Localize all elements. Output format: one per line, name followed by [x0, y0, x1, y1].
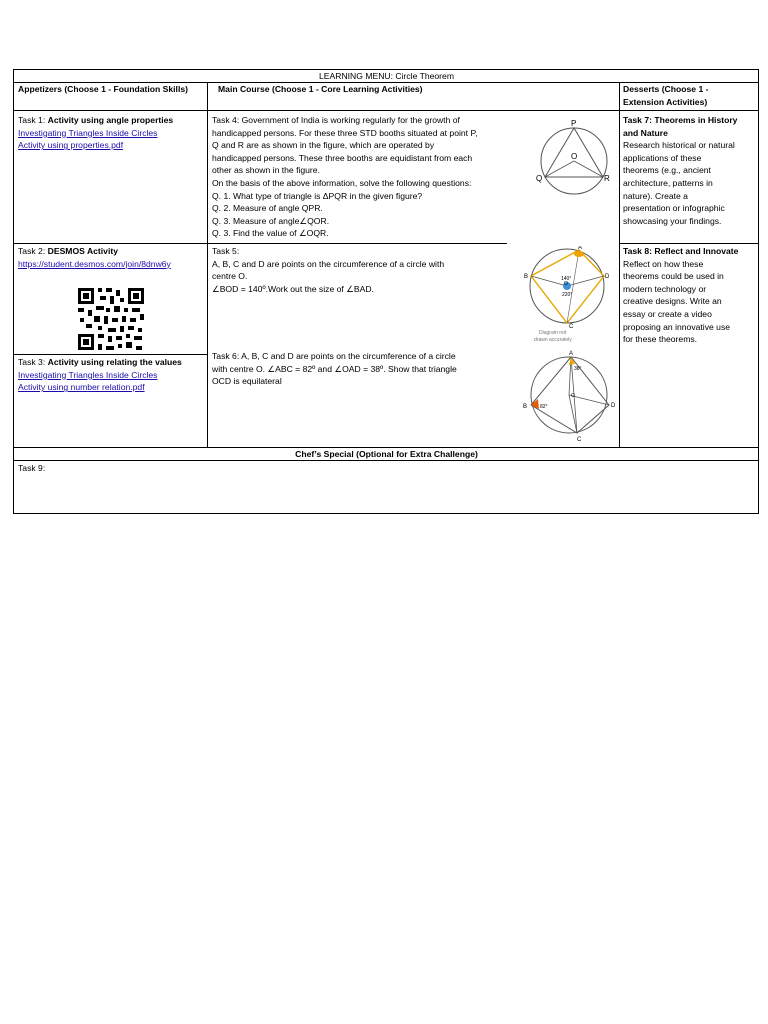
- task5-cyclic-quadrilateral-figure: [517, 246, 617, 344]
- label-o: O: [571, 152, 578, 161]
- task3-cell: [18, 356, 206, 446]
- task7-title: Task 7: Theorems in History: [623, 115, 738, 125]
- task4-line: handicapped persons. These three booths are equidistant from each: [212, 152, 473, 163]
- appetizers-header: Appetizers (Choose 1 - Foundation Skills): [18, 84, 188, 94]
- row-divider: [14, 354, 207, 355]
- task2-prefix: Task 2:: [18, 246, 48, 256]
- task8-cell: [623, 245, 757, 445]
- label-a: A: [578, 246, 583, 251]
- menu-title: LEARNING MENU: Circle Theorem: [319, 71, 454, 81]
- task2-title: DESMOS Activity: [47, 246, 118, 256]
- task3-title: Activity using relating the values: [47, 357, 182, 367]
- task4-text: [212, 114, 532, 244]
- task8-line: proposing an innovative use: [623, 321, 731, 332]
- angle-140: 140°: [561, 276, 572, 282]
- task1-link[interactable]: [18, 127, 206, 152]
- row-divider: [14, 243, 207, 244]
- label-d: D: [605, 274, 610, 280]
- task1-title: Activity using angle properties: [47, 115, 174, 125]
- label-q: Q: [536, 174, 543, 183]
- task7-title: and Nature: [623, 127, 668, 138]
- task4-line: Q and R are as shown in the figure, which are operated by: [212, 140, 435, 151]
- task4-line: Q. 2. Measure of angle QPR.: [212, 203, 323, 214]
- task4-line: other as shown in the figure.: [212, 165, 320, 176]
- desserts-header-line: Extension Activities): [623, 96, 708, 107]
- task7-line: theorems (e.g., ancient: [623, 165, 711, 176]
- task7-line: showcasing your findings.: [623, 215, 722, 226]
- task7-line: nature). Create a: [623, 190, 688, 201]
- task7-line: architecture, patterns in: [623, 177, 713, 188]
- task6-cyclic-quadrilateral-figure: [517, 349, 617, 445]
- label-a: A: [569, 351, 574, 357]
- task5-line: ∠BOD = 140º.Work out the size of ∠BAD.: [212, 283, 374, 294]
- task8-line: essay or create a video: [623, 308, 712, 319]
- angle-marker: [574, 251, 584, 257]
- angle-82: 82°: [540, 404, 548, 410]
- task8-line: theorems could be used in: [623, 271, 724, 282]
- task4-triangle-figure: [534, 115, 614, 197]
- column-divider: [207, 82, 208, 447]
- task6-text: [212, 350, 512, 410]
- learning-menu-table: [13, 69, 759, 514]
- task7-cell: [623, 114, 757, 242]
- task4-line: Task 4: Government of India is working regularly for the growth of: [212, 115, 460, 125]
- task3-prefix: Task 3:: [18, 357, 48, 367]
- task3-link-line[interactable]: Activity using number relation.pdf: [18, 382, 145, 393]
- task1-prefix: Task 1:: [18, 115, 48, 125]
- task1-link-line[interactable]: Investigating Triangles Inside Circles: [18, 127, 158, 138]
- desmos-link[interactable]: https://student.desmos.com/join/8dnw6y: [18, 258, 171, 269]
- row-divider: [14, 110, 759, 111]
- label-r: R: [604, 174, 610, 183]
- label-c: C: [577, 437, 582, 443]
- task4-line: Q. 1. What type of triangle is ΔPQR in the given figure?: [212, 190, 423, 201]
- task6-line: with centre O. ∠ABC = 82º and ∠OAD = 38º. Show that triangle: [212, 363, 457, 374]
- label-o: O: [564, 281, 568, 287]
- angle-220: 220°: [562, 292, 573, 298]
- label-b: B: [524, 274, 529, 280]
- task7-line: Research historical or natural: [623, 140, 735, 151]
- task8-line: modern technology or: [623, 283, 707, 294]
- label-p: P: [571, 119, 577, 128]
- row-divider: [619, 243, 759, 244]
- row-divider: [14, 460, 759, 461]
- task7-line: presentation or infographic: [623, 203, 725, 214]
- task1-heading: [18, 114, 206, 127]
- task5-line: A, B, C and D are points on the circumference of a circle with: [212, 258, 445, 269]
- angle-38: 38°: [574, 366, 582, 372]
- label-c: C: [569, 324, 574, 330]
- label-o: O: [571, 393, 575, 399]
- task4-line: Q. 3. Find the value of ∠OQR.: [212, 228, 329, 239]
- label-d: D: [611, 403, 616, 409]
- task8-line: creative designs. Write an: [623, 296, 722, 307]
- task3-link-line[interactable]: Investigating Triangles Inside Circles: [18, 369, 158, 380]
- task8-line: for these theorems.: [623, 334, 698, 345]
- task9-text: Task 9:: [18, 463, 46, 473]
- task5-text: [212, 245, 512, 325]
- task4-line: On the basis of the above information, solve the following questions:: [212, 177, 472, 188]
- task1-cell: [18, 114, 206, 242]
- main-course-header: Main Course (Choose 1 - Core Learning Activities): [218, 84, 423, 94]
- task6-line: Task 6: A, B, C and D are points on the circumference of a circle: [212, 351, 456, 361]
- task8-line: Reflect on how these: [623, 258, 704, 269]
- task7-body: [623, 139, 757, 227]
- task8-title: Task 8: Reflect and Innovate: [623, 246, 739, 256]
- task4-line: handicapped persons. For these three STD booths situated at point P,: [212, 127, 478, 138]
- desserts-header-line: Desserts (Choose 1 -: [623, 84, 709, 94]
- task1-link-line[interactable]: Activity using properties.pdf: [18, 140, 124, 151]
- task3-link[interactable]: [18, 369, 206, 394]
- task4-line: Q. 3. Measure of angle∠QOR.: [212, 215, 330, 226]
- task5-line: centre O.: [212, 271, 248, 282]
- qr-code-icon[interactable]: [76, 286, 146, 352]
- task2-heading: [18, 245, 206, 258]
- task3-heading: [18, 356, 206, 369]
- column-divider: [619, 82, 620, 447]
- task7-line: applications of these: [623, 152, 702, 163]
- task8-body: [623, 258, 757, 346]
- task5-line: Task 5:: [212, 246, 240, 256]
- label-b: B: [523, 404, 528, 410]
- chefs-special-header: Chef’s Special (Optional for Extra Challenge): [295, 449, 478, 459]
- task6-line: OCD is equilateral: [212, 376, 282, 387]
- desserts-header: [623, 83, 757, 109]
- diagram-note: drawn accurately: [534, 337, 572, 343]
- diagram-note: Diagram not: [539, 330, 567, 336]
